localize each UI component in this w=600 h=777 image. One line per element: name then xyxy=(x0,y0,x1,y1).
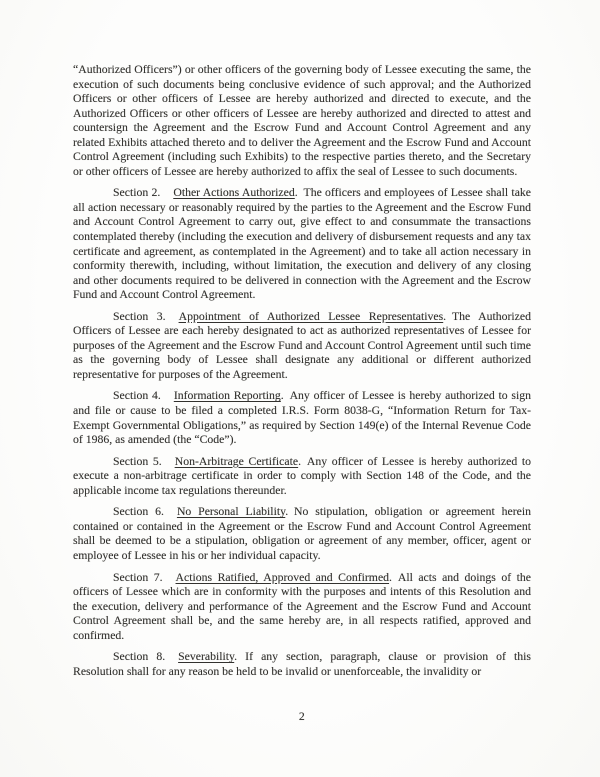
section-label: Section 3. xyxy=(113,309,166,323)
section-title: Severability xyxy=(178,650,235,664)
section-paragraph: Section 8. Severability. If any section, paragraph, clause or provision of this Resolution shall for any reason be held to be invalid or unenforceable, the invalidity or xyxy=(73,650,531,678)
section-paragraph: Section 7. Actions Ratified, Approved and Confirmed. All acts and doings of the officers of Lessee which are in conformity with the purposes and intents of this Resolution and the execution, delivery and performance of the Agreement and the Escrow Fund and Account Control Agreement shall be, and the same hereby are, in all respects ratified, approved and confirmed. xyxy=(73,570,531,642)
section-paragraph: Section 6. No Personal Liability. No stipulation, obligation or agreement herein contained or contained in the Agreement or the Escrow Fund and Account Control Agreement shall be deemed to be a stipulation, obligation or agreement of any member, officer, agent or employee of Lessee in his or her individual capacity. xyxy=(73,505,532,562)
section-title: Information Reporting xyxy=(173,389,281,403)
section-paragraph: Section 5. Non-Arbitrage Certificate. Any officer of Lessee is hereby authorized to execute a non-arbitrage certificate in order to comply with Section 148 of the Code, and the applicable income tax regulations thereunder. xyxy=(73,454,531,497)
section-label: Section 2. xyxy=(113,186,161,200)
sections-container xyxy=(73,186,531,679)
section-body: No stipulation, obligation or agreement herein contained or contained in the Agreement or the Escrow Fund and Account Control Agreement shall be deemed to be a stipulation, obligation or agreement of any member, officer, agent or employee of Lessee in his or her individual capacity. xyxy=(73,505,532,562)
section-paragraph: Section 3. Appointment of Authorized Lessee Representatives. The Authorized Officers of Lessee are each hereby designated to act as authorized representatives of Lessee for purposes of the Agreement and the Escrow Fund and Account Control Agreement until such time as the governing body of Lessee shall designate any additional or different authorized representative for purposes of the Agreement. xyxy=(73,309,531,381)
section-label: Section 7. xyxy=(113,570,163,584)
section-paragraph: Section 4. Information Reporting. Any officer of Lessee is hereby authorized to sign and file or cause to be filed a completed I.R.S. Form 8038-G, “Information Return for Tax-Exempt Governmental Obligations,” as required by Section 149(e) of the Internal Revenue Code of 1986, as amended (the “Code”). xyxy=(73,389,531,447)
section-label: Section 4. xyxy=(113,389,161,403)
section-title: Appointment of Authorized Lessee Representatives xyxy=(178,309,444,323)
section-body: The officers and employees of Lessee shall take all action necessary or reasonably required by the parties to the Agreement and the Escrow Fund and Account Control Agreement to carry out, give effect to and consummate the transactions contemplated thereby (including the execution and delivery of disbursement requests and any tax certificate and agreement, as contemplated in the Agreement) and to take all action necessary in conformity therewith, including, without limitation, the execution and delivery of any closing and other documents required to be delivered in connection with the Agreement and the Escrow Fund and Account Control Agreement. xyxy=(73,186,532,302)
section-body: Any officer of Lessee is hereby authorized to execute a non-arbitrage certificate in order to comply with Section 148 of the Code, and the applicable income tax regulations thereunder. xyxy=(73,454,531,497)
section-title: Actions Ratified, Approved and Confirmed xyxy=(175,570,390,584)
section-body: All acts and doings of the officers of Lessee which are in conformity with the purposes and intents of this Resolution and the execution, delivery and performance of the Agreement and the Escrow Fund and Account Control Agreement shall be, and the same hereby are, in all respects ratified, approved and confirmed. xyxy=(73,570,531,642)
section-paragraph: Section 2. Other Actions Authorized. The officers and employees of Lessee shall take all action necessary or reasonably required by the parties to the Agreement and the Escrow Fund and Account Control Agreement to carry out, give effect to and consummate the transactions contemplated thereby (including the execution and delivery of disbursement requests and any tax certificate and agreement, as contemplated in the Agreement) and to take all action necessary in conformity therewith, including, without limitation, the execution and delivery of any closing and other documents required to be delivered in connection with the Agreement and the Escrow Fund and Account Control Agreement. xyxy=(73,186,532,302)
section-title: Non-Arbitrage Certificate xyxy=(174,454,299,468)
section-body: The Authorized Officers of Lessee are each hereby designated to act as authorized representatives of Lessee for purposes of the Agreement and the Escrow Fund and Account Control Agreement until such time as the governing body of Lessee shall designate any additional or different authorized representative for purposes of the Agreement. xyxy=(73,309,531,381)
section-title: Other Actions Authorized xyxy=(173,186,295,200)
section-label: Section 8. xyxy=(113,650,166,664)
section-body: Any officer of Lessee is hereby authorized to sign and file or cause to be filed a completed I.R.S. Form 8038-G, “Information Return for Tax-Exempt Governmental Obligations,” as required by Section 149(e) of the Internal Revenue Code of 1986, as amended (the “Code”). xyxy=(73,389,531,447)
page-number: 2 xyxy=(298,710,306,724)
section-body: If any section, paragraph, clause or provision of this Resolution shall for any reason be held to be invalid or unenforceable, the invalidity or xyxy=(73,650,531,678)
continuation-paragraph: “Authorized Officers”) or other officers of the governing body of Lessee executing the same, the execution of such documents being conclusive evidence of such approval; and the Authorized Officers or other officers of Lessee are hereby authorized and directed to execute, and the Authorized Officers or other officers of Lessee are hereby authorized and directed to attest and countersign the Agreement and the Escrow Fund and Account Control Agreement and any related Exhibits attached thereto and to deliver the Agreement and the Escrow Fund and Account Control Agreement (including such Exhibits) to the respective parties thereto, and the Secretary or other officers of Lessee are hereby authorized to affix the seal of Lessee to such documents. xyxy=(73,63,531,178)
section-label: Section 5. xyxy=(113,454,162,468)
section-title: No Personal Liability xyxy=(176,505,286,519)
section-label: Section 6. xyxy=(113,505,164,519)
